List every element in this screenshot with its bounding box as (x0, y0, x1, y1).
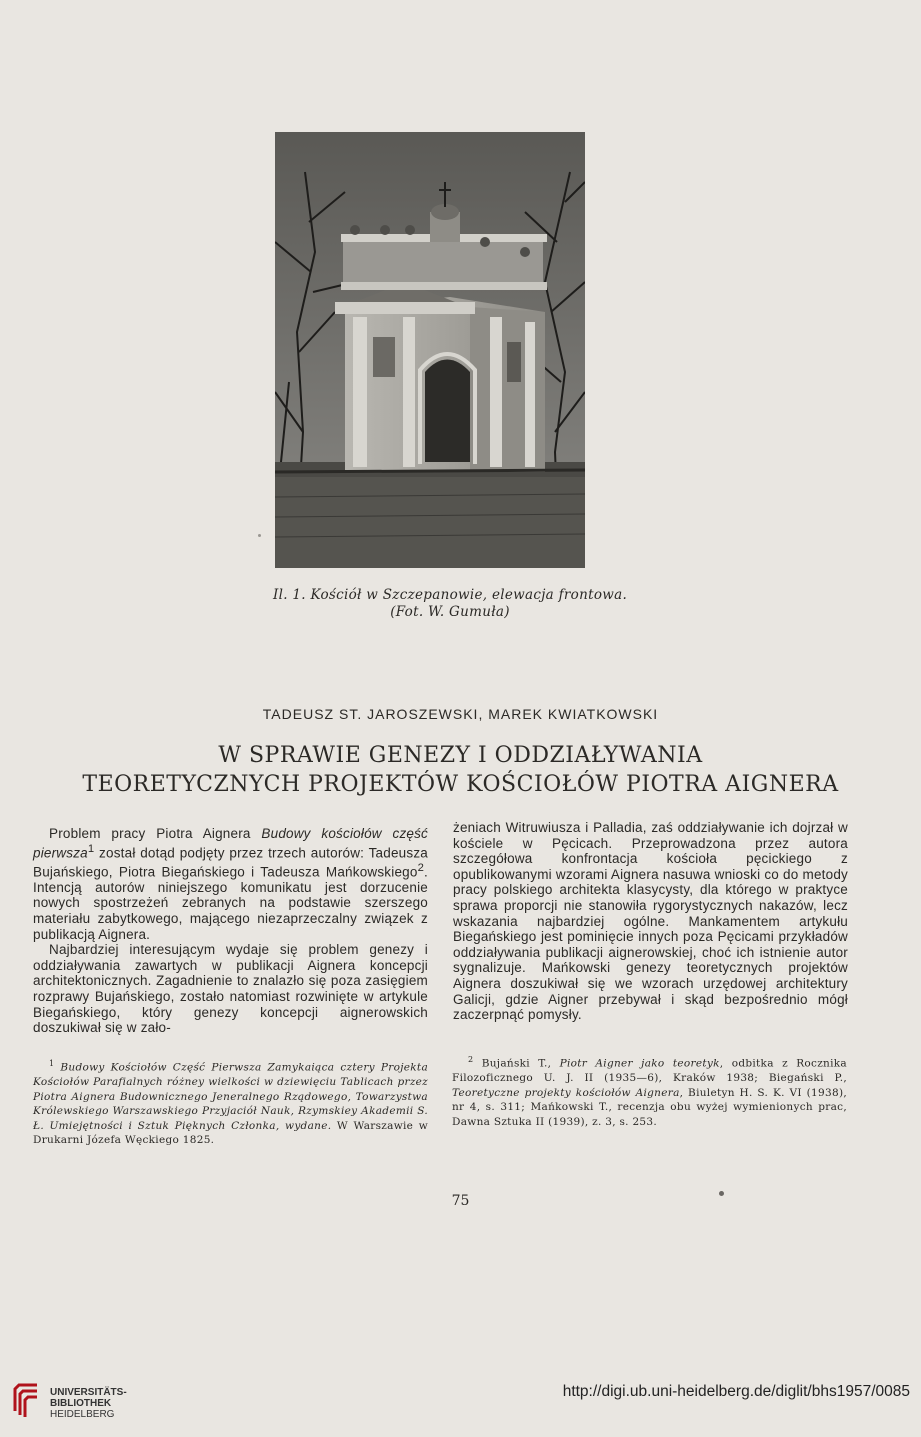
footnote-number: 2 (468, 1055, 474, 1064)
footnote-ref-2: 2 (417, 861, 425, 874)
church-photo (275, 132, 585, 568)
left-column (33, 826, 428, 1036)
footnote-text: Bujański T., (473, 1057, 560, 1070)
footnote-1 (33, 1057, 428, 1148)
library-line-1: UNIVERSITÄTS- (50, 1387, 127, 1398)
footnote-text: , Biuletyn H. S. K. VI (1938), nr 4, s. 311; Mańkowski T., recenzja obu wyżej wymienionych prac, Dawna Sztuka II (1939), z. 3, s. 253. (452, 1086, 847, 1128)
footnote-title: Piotr Aigner jako teoretyk (559, 1057, 720, 1070)
page-number: 75 (451, 1193, 470, 1209)
title-line-1: W SPRAWIE GENEZY I ODDZIAŁYWANIA (218, 743, 703, 768)
caption-line-2: (Fot. W. Gumuła) (390, 604, 510, 620)
footnote-2 (452, 1053, 847, 1129)
footnote-ref-1: 1 (87, 842, 95, 855)
right-paragraph-1: żeniach Witruwiusza i Palladia, zaś oddziaływanie ich dojrzał w kościele w Pęcicach. Przeprowadzona przez autora szczegółowa konfrontacja kościoła pęcickiego z opublikowanymi wzorami Aignera nasuwa wnioski co do metody pracy polskiego architekta klasycysty, dla którego w praktyce sprawa proporcji nie stanowiła rygorystycznych nakazów, lecz wskazania najbardziej ogólne. Mankamentem artykułu Biegańskiego jest pominięcie innych poza Pęcicami przykładów oddziaływania publikacji aignerowskiej, choć ich istnienie autor sygnalizuje. Mańkowski genezy teoretycznych projektów Aignera doszukiwał się we wzorach urzędowej architektury Galicji, gdzie Aigner przebywał i skąd bezpośrednio mógł zaczerpnąć pomysły. (453, 820, 848, 1023)
title-line-2: TEORETYCZNYCH PROJEKTÓW KOŚCIOŁÓW PIOTRA AIGNERA (82, 772, 839, 797)
text-run-italic: Budowy kościołów część pierwsza (33, 826, 428, 861)
caption-line-1: Il. 1. Kościół w Szczepanowie, elewacja frontowa. (272, 587, 628, 603)
right-column (453, 820, 848, 1023)
text-run: . Intencją autorów niniejszego komunikatu jest dorzucenie nowych spostrzeżeń zebranych na podstawie szerszego materiału zabytkowego, mającego niezaprzeczalny związek z publikacją Aignera. (33, 864, 428, 942)
text-run: został dotąd podjęty przez trzech autorów: Tadeusza Bujańskiego, Piotra Biegańskiego i Tadeusza Mańkowskiego (33, 845, 428, 880)
footnote-text: W Warszawie w Drukarni Józefa Węckiego 1825. (33, 1119, 428, 1146)
footnote-title: Budowy Kościołów Część Pierwsza Zamykaiąca cztery Projekta Kościołów Parafialnych różney wielkości w dziewięciu Tablicach przez Piotra Aignera Budownicznego Jeneralnego Rządowego, Towarzystwa Królewskiego Warszawskiego Przyjaciół Nauk, Rzymskiey Akademii S. Ł. Umiejętności i Sztuk Pięknych Członka, wydane. (33, 1061, 429, 1132)
authors: TADEUSZ ST. JAROSZEWSKI, MAREK KWIATKOWSKI (262, 706, 659, 722)
left-paragraph-1 (33, 826, 428, 942)
library-name (50, 1387, 127, 1420)
speck (719, 1191, 724, 1196)
library-line-3: HEIDELBERG (50, 1409, 115, 1420)
text-run: Problem pracy Piotra Aignera (49, 826, 262, 841)
footnote-text: , odbitka z Rocznika Filozoficznego U. J. II (1935—6), Kraków 1938; Biegański P., (452, 1057, 847, 1084)
footnote-title: Teoretyczne projekty kościołów Aignera (452, 1086, 680, 1099)
source-url-link[interactable]: http://digi.ub.uni-heidelberg.de/diglit/bhs1957/0085 (562, 1383, 910, 1400)
figure-caption (250, 587, 650, 621)
left-paragraph-2: Najbardziej interesującym wydaje się problem genezy i oddziaływania zawartych w publikacji Aignera koncepcji architektonicznych. Zagadnienie to znalazło się poza zasięgiem rozprawy Bujańskiego, zostało natomiast rozwinięte w artykule Biegańskiego, który genezy koncepcji aignerowskich doszukiwał się w zało- (33, 942, 428, 1036)
library-logo-icon (11, 1381, 41, 1419)
footnote-number: 1 (49, 1059, 55, 1068)
article-title (20, 741, 901, 799)
library-line-2: BIBLIOTHEK (50, 1398, 112, 1409)
speck (258, 534, 261, 537)
